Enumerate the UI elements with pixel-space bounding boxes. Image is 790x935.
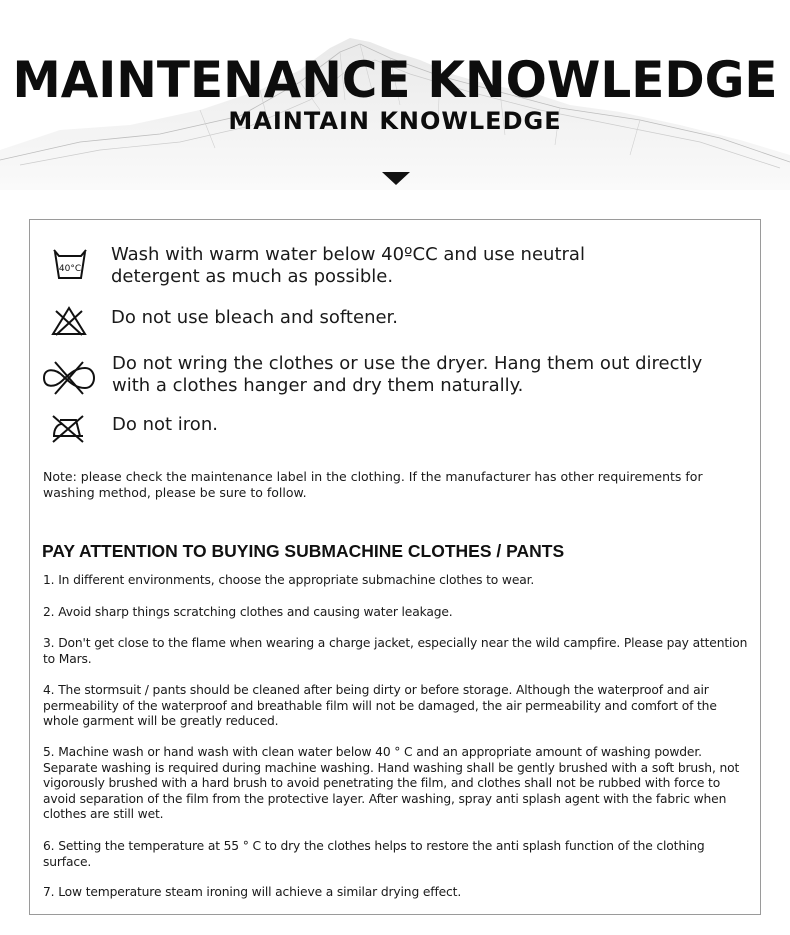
page-title: MAINTENANCE KNOWLEDGE (12, 51, 778, 109)
wash-40c-icon (50, 246, 90, 282)
attention-item: 4. The stormsuit / pants should be cleaned after being dirty or before storage. Although the waterproof and air permeability of the waterproof and breathable film will not be damaged, the air permeability and comfort of the whole garment will be greatly reduced. (43, 683, 717, 729)
page-subtitle: MAINTAIN KNOWLEDGE (228, 107, 562, 135)
no-iron-icon (50, 412, 86, 446)
attention-item: 5. Machine wash or hand wash with clean water below 40 ° C and an appropriate amount of washing powder. Separate washing is required during machine washing. Hand washing shall be gently brushed with a soft brush, not vigorously brushed with a hard brush to avoid penetrating the film, and clothes shall not be rubbed with force to avoid separation of the film from the protective layer. After washing, spray anti splash agent with the fabric when clothes are still wet. (43, 745, 740, 822)
care-text-iron: Do not iron. (112, 414, 218, 435)
header-banner (0, 0, 790, 200)
maintenance-note: Note: please check the maintenance label in the clothing. If the manufacturer has other requirements for washing method, please be sure to follow. (43, 469, 703, 500)
wash-temp-label: 40°C (58, 264, 82, 274)
care-text-wring: Do not wring the clothes or use the dryer. Hang them out directly with a clothes hanger and dry them naturally. (112, 353, 703, 396)
chevron-down-icon (382, 172, 410, 186)
attention-item: 7. Low temperature steam ironing will achieve a similar drying effect. (43, 885, 462, 899)
attention-title: PAY ATTENTION TO BUYING SUBMACHINE CLOTHES / PANTS (42, 541, 565, 561)
no-bleach-icon (50, 305, 88, 337)
care-panel (29, 219, 761, 915)
attention-item: 1. In different environments, choose the appropriate submachine clothes to wear. (43, 573, 535, 587)
attention-item: 3. Don't get close to the flame when wearing a charge jacket, especially near the wild campfire. Please pay attention to Mars. (43, 636, 748, 666)
attention-item: 2. Avoid sharp things scratching clothes and causing water leakage. (43, 605, 453, 619)
care-text-bleach: Do not use bleach and softener. (111, 307, 399, 328)
no-wring-icon (41, 358, 97, 398)
attention-item: 6. Setting the temperature at 55 ° C to dry the clothes helps to restore the anti splash function of the clothing surface. (43, 839, 705, 869)
care-text-wash: Wash with warm water below 40ºCC and use neutral detergent as much as possible. (111, 244, 585, 287)
